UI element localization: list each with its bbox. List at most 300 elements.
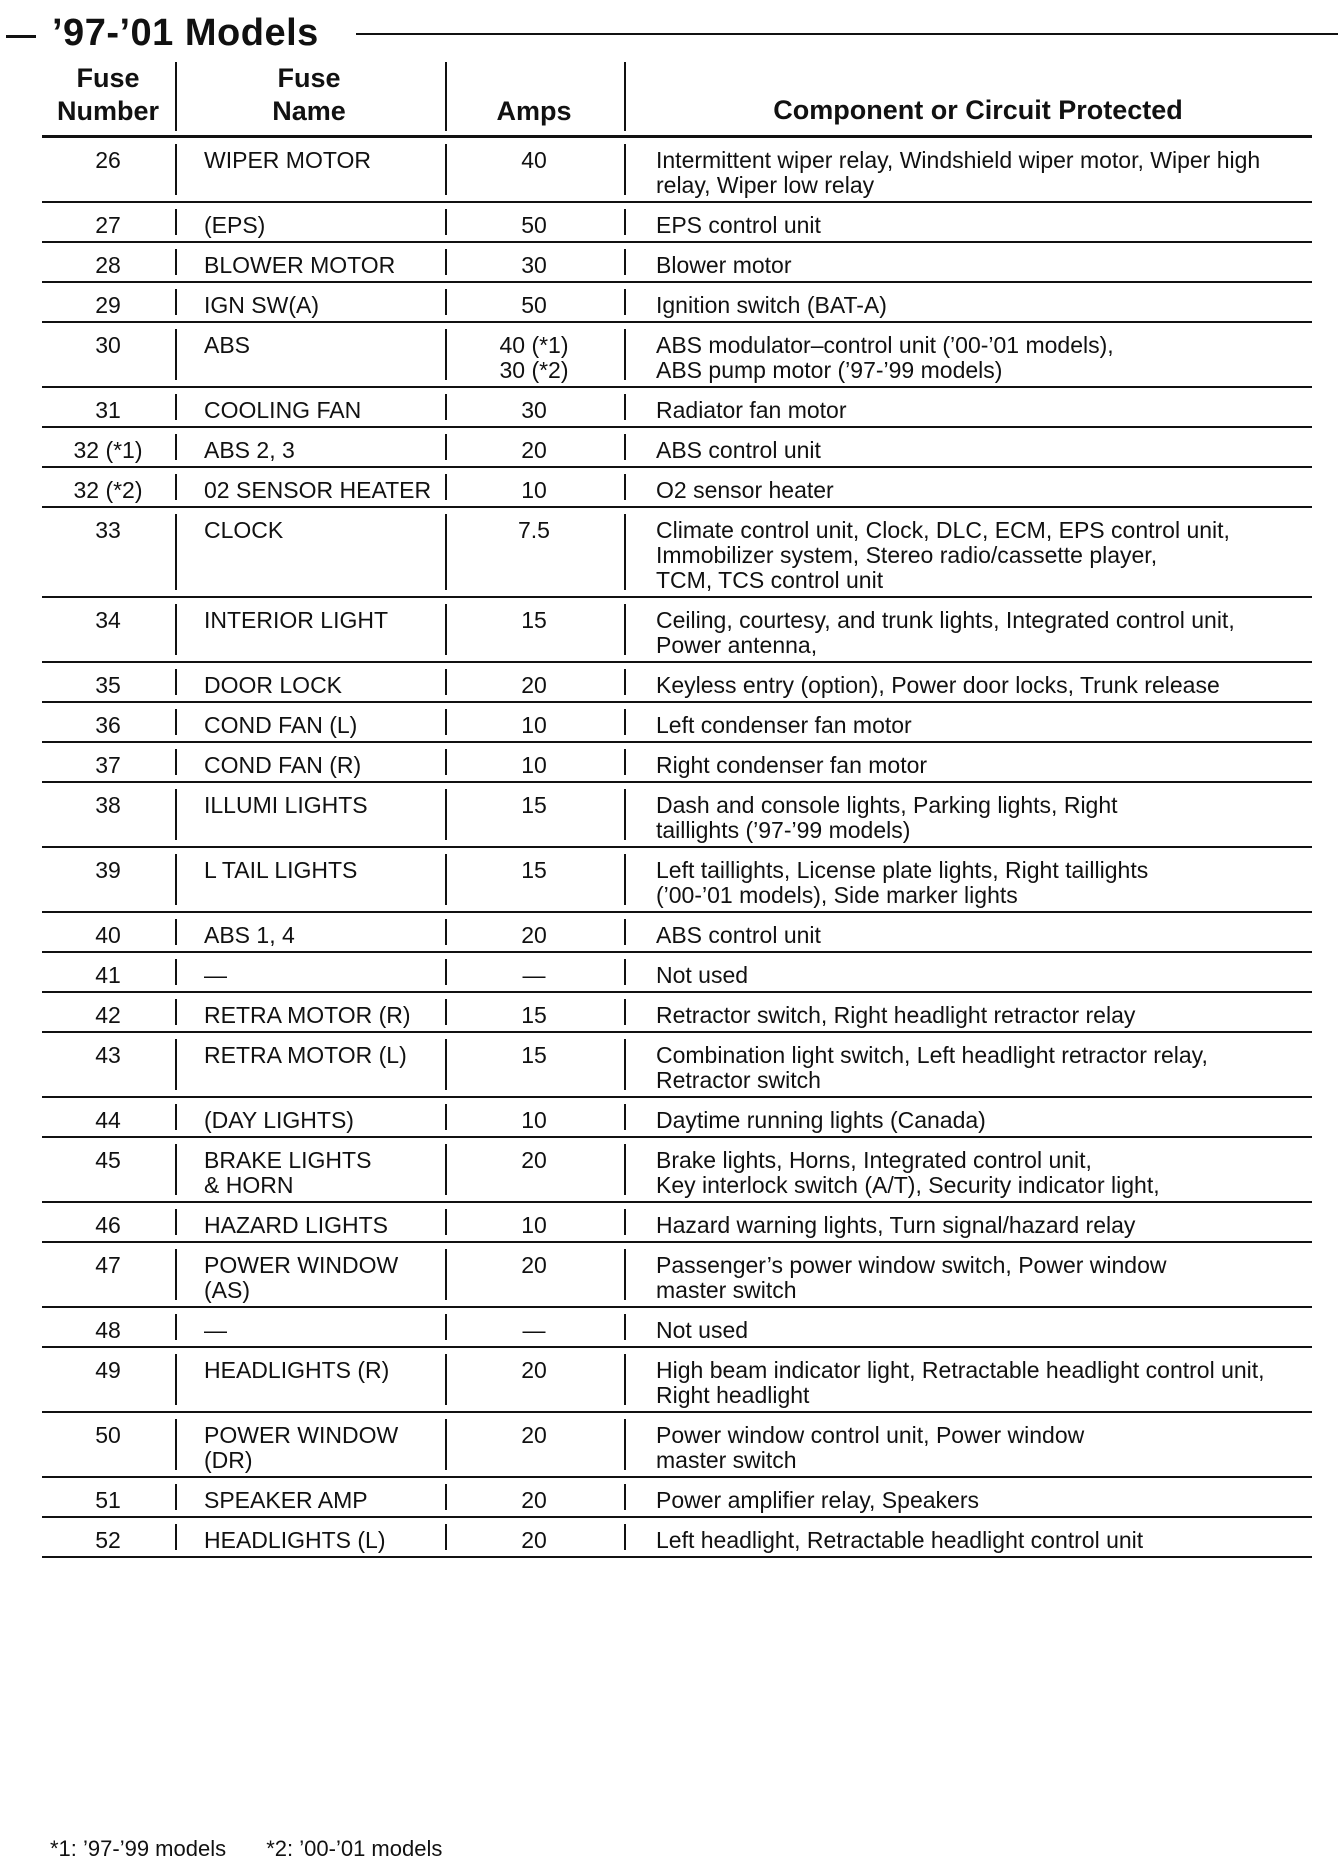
column-divider: [445, 709, 447, 735]
component-cell-line: relay, Wiper low relay: [656, 172, 875, 198]
amps-cell-line: 10: [521, 712, 547, 738]
component-cell-line: master switch: [656, 1277, 797, 1303]
component-cell-line: Radiator fan motor: [656, 397, 847, 423]
component-cell: [624, 1098, 1312, 1136]
component-cell-line: Power window control unit, Power window: [656, 1422, 1085, 1448]
column-divider: [445, 1104, 447, 1130]
amps-cell-line: 20: [521, 1252, 547, 1278]
component-cell-line: Immobilizer system, Stereo radio/cassette player,: [656, 542, 1158, 568]
table-row: [42, 1308, 1312, 1348]
component-cell: [624, 848, 1312, 911]
component-cell: [624, 743, 1312, 781]
fuse-name-cell: [174, 663, 444, 701]
column-divider: [445, 1249, 447, 1300]
amps-cell-line: 20: [521, 672, 547, 698]
component-cell-line: O2 sensor heater: [656, 477, 834, 503]
amps-cell: [444, 468, 624, 506]
column-divider: [175, 144, 177, 195]
component-cell-line: Ceiling, courtesy, and trunk lights, Integrated control unit,: [656, 607, 1235, 633]
column-divider: [175, 434, 177, 460]
section-header: [0, 8, 1344, 58]
amps-cell-line: 10: [521, 752, 547, 778]
column-divider: [445, 62, 447, 131]
component-cell-line: Retractor switch: [656, 1067, 821, 1093]
component-cell-line: Power amplifier relay, Speakers: [656, 1487, 979, 1513]
column-divider: [175, 1039, 177, 1090]
column-divider: [445, 1314, 447, 1340]
column-divider: [445, 749, 447, 775]
fuse-name-cell-line: ILLUMI LIGHTS: [204, 792, 368, 818]
fuse-name-cell-line: COND FAN (L): [204, 712, 358, 738]
component-cell: [624, 283, 1312, 321]
amps-cell-line: 20: [521, 922, 547, 948]
component-cell-line: Left taillights, License plate lights, Right taillights: [656, 857, 1149, 883]
fuse-name-cell: [174, 1033, 444, 1096]
fuse-number-cell: 39: [95, 857, 121, 883]
component-cell: [624, 703, 1312, 741]
column-divider: [175, 604, 177, 655]
column-divider: [445, 289, 447, 315]
component-cell-line: Brake lights, Horns, Integrated control unit,: [656, 1147, 1092, 1173]
amps-cell: [444, 1308, 624, 1346]
column-divider: [175, 209, 177, 235]
column-divider: [445, 1209, 447, 1235]
column-divider: [175, 329, 177, 380]
amps-cell-line: 30 (*2): [499, 357, 569, 383]
column-divider: [175, 1104, 177, 1130]
amps-cell: [444, 783, 624, 846]
fuse-name-cell-line: ABS 2, 3: [204, 437, 295, 463]
component-cell: [624, 468, 1312, 506]
fuse-number-cell: 29: [95, 292, 121, 318]
amps-cell-line: 10: [521, 1107, 547, 1133]
column-divider: [624, 289, 626, 315]
table-row: [42, 1138, 1312, 1203]
amps-cell: [444, 953, 624, 991]
fuse-name-cell: [174, 913, 444, 951]
fuse-name-cell-line: SPEAKER AMP: [204, 1487, 368, 1513]
component-cell-line: Climate control unit, Clock, DLC, ECM, EPS control unit,: [656, 517, 1230, 543]
column-divider: [624, 1209, 626, 1235]
amps-cell: [444, 243, 624, 281]
component-cell: [624, 953, 1312, 991]
column-divider: [445, 434, 447, 460]
column-divider: [175, 1249, 177, 1300]
amps-cell-line: 15: [521, 1002, 547, 1028]
column-divider: [445, 514, 447, 590]
fuse-name-cell-line: —: [204, 1317, 227, 1343]
component-cell-line: Left headlight, Retractable headlight control unit: [656, 1527, 1144, 1553]
fuse-name-cell-line: INTERIOR LIGHT: [204, 607, 389, 633]
header-fuse-name: [174, 58, 444, 135]
component-cell-line: EPS control unit: [656, 212, 821, 238]
fuse-name-cell: [174, 1243, 444, 1306]
amps-cell-line: 7.5: [518, 517, 550, 543]
column-divider: [175, 474, 177, 500]
column-divider: [445, 1524, 447, 1550]
column-divider: [445, 329, 447, 380]
column-divider: [175, 1524, 177, 1550]
fuse-name-cell: [174, 468, 444, 506]
component-cell: [624, 1518, 1312, 1556]
component-cell: [624, 138, 1312, 201]
amps-cell-line: 40: [521, 147, 547, 173]
component-cell-line: Right headlight: [656, 1382, 810, 1408]
table-row: [42, 1098, 1312, 1138]
fuse-number-cell: 46: [95, 1212, 121, 1238]
column-divider: [445, 209, 447, 235]
column-divider: [175, 514, 177, 590]
fuse-number-cell: 49: [95, 1357, 121, 1383]
component-cell-line: Retractor switch, Right headlight retractor relay: [656, 1002, 1136, 1028]
fuse-number-cell: 27: [95, 212, 121, 238]
column-divider: [624, 1524, 626, 1550]
fuse-number-cell: 44: [95, 1107, 121, 1133]
fuse-name-cell: [174, 993, 444, 1031]
amps-cell-line: 20: [521, 1357, 547, 1383]
table-row: [42, 953, 1312, 993]
amps-cell: [444, 138, 624, 201]
column-divider: [175, 854, 177, 905]
amps-cell: [444, 1098, 624, 1136]
table-row: [42, 1413, 1312, 1478]
fuse-name-cell: [174, 1138, 444, 1201]
amps-cell: [444, 598, 624, 661]
amps-cell-line: 15: [521, 857, 547, 883]
fuse-name-cell-line: —: [204, 962, 227, 988]
column-divider: [175, 1419, 177, 1470]
fuse-name-cell-line: POWER WINDOW: [204, 1422, 399, 1448]
fuse-number-cell: 37: [95, 752, 121, 778]
fuse-name-cell-line: POWER WINDOW: [204, 1252, 399, 1278]
column-divider: [624, 1249, 626, 1300]
fuse-name-cell: [174, 138, 444, 201]
fuse-number-cell: 50: [95, 1422, 121, 1448]
amps-cell: [444, 703, 624, 741]
table-row: [42, 703, 1312, 743]
fuse-name-cell-line: & HORN: [204, 1172, 294, 1198]
column-divider: [624, 144, 626, 195]
fuse-name-cell: [174, 323, 444, 386]
fuse-number-cell: 52: [95, 1527, 121, 1553]
header-fuse-number: [42, 58, 174, 135]
amps-cell-line: 50: [521, 292, 547, 318]
component-cell-line: ABS control unit: [656, 922, 821, 948]
table-row: [42, 388, 1312, 428]
component-cell-line: Keyless entry (option), Power door locks, Trunk release: [656, 672, 1220, 698]
table-row: [42, 1203, 1312, 1243]
amps-cell-line: 15: [521, 1042, 547, 1068]
column-divider: [624, 854, 626, 905]
amps-cell-line: 20: [521, 1147, 547, 1173]
component-cell: [624, 508, 1312, 596]
column-divider: [624, 789, 626, 840]
component-cell-line: Dash and console lights, Parking lights, Right: [656, 792, 1118, 818]
component-cell-line: Right condenser fan motor: [656, 752, 928, 778]
fuse-name-cell-line: ABS 1, 4: [204, 922, 295, 948]
amps-cell: [444, 1243, 624, 1306]
fuse-number-cell: 51: [95, 1487, 121, 1513]
amps-cell: [444, 1138, 624, 1201]
column-divider: [624, 209, 626, 235]
amps-cell: [444, 508, 624, 596]
fuse-name-cell-line: HEADLIGHTS (R): [204, 1357, 390, 1383]
fuse-name-cell-line: L TAIL LIGHTS: [204, 857, 358, 883]
component-cell-line: Combination light switch, Left headlight retractor relay,: [656, 1042, 1208, 1068]
column-divider: [624, 1419, 626, 1470]
column-divider: [624, 1484, 626, 1510]
fuse-name-cell: [174, 1203, 444, 1241]
fuse-number-cell: 43: [95, 1042, 121, 1068]
fuse-number-cell: 30: [95, 332, 121, 358]
table-row: [42, 913, 1312, 953]
fuse-name-cell-line: WIPER MOTOR: [204, 147, 371, 173]
component-cell-line: (’00-’01 models), Side marker lights: [656, 882, 1018, 908]
table-row: [42, 468, 1312, 508]
table-row: [42, 323, 1312, 388]
footnotes: [50, 1836, 442, 1862]
column-divider: [624, 394, 626, 420]
component-cell: [624, 243, 1312, 281]
column-divider: [175, 1484, 177, 1510]
fuse-name-cell: [174, 1413, 444, 1476]
footnote-1: *1: ’97-’99 models: [50, 1836, 227, 1861]
column-divider: [175, 1354, 177, 1405]
fuse-number-cell: 33: [95, 517, 121, 543]
amps-cell-line: 20: [521, 1487, 547, 1513]
amps-cell: [444, 1478, 624, 1516]
table-row: [42, 428, 1312, 468]
column-divider: [624, 709, 626, 735]
column-divider: [445, 1144, 447, 1195]
fuse-name-cell-line: (DAY LIGHTS): [204, 1107, 354, 1133]
amps-cell: [444, 743, 624, 781]
fuse-name-cell-line: ABS: [204, 332, 251, 358]
component-cell: [624, 388, 1312, 426]
table-row: [42, 508, 1312, 598]
fuse-name-cell-line: BLOWER MOTOR: [204, 252, 396, 278]
amps-cell: [444, 1348, 624, 1411]
amps-cell: [444, 1033, 624, 1096]
component-cell-line: Daytime running lights (Canada): [656, 1107, 986, 1133]
header-fuse-name-line: Name: [272, 96, 346, 126]
component-cell-line: TCM, TCS control unit: [656, 567, 884, 593]
component-cell-line: Blower motor: [656, 252, 792, 278]
fuse-name-cell: [174, 428, 444, 466]
fuse-name-cell-line: CLOCK: [204, 517, 284, 543]
column-divider: [175, 669, 177, 695]
fuse-name-cell: [174, 1348, 444, 1411]
amps-cell: [444, 1518, 624, 1556]
amps-cell-line: 10: [521, 477, 547, 503]
column-divider: [445, 919, 447, 945]
column-divider: [175, 394, 177, 420]
component-cell: [624, 1033, 1312, 1096]
fuse-number-cell: 45: [95, 1147, 121, 1173]
component-cell-line: ABS modulator–control unit (’00-’01 models),: [656, 332, 1114, 358]
table-row: [42, 243, 1312, 283]
header-fuse-name-line: Fuse: [277, 63, 341, 93]
footnote-2: *2: ’00-’01 models: [266, 1836, 443, 1861]
fuse-name-cell: [174, 783, 444, 846]
fuse-name-cell: [174, 1518, 444, 1556]
amps-cell: [444, 1413, 624, 1476]
fuse-number-cell: 40: [95, 922, 121, 948]
header-fuse-number-line: Fuse: [76, 63, 140, 93]
component-cell: [624, 1308, 1312, 1346]
column-divider: [624, 749, 626, 775]
column-divider: [445, 144, 447, 195]
fuse-number-cell: 38: [95, 792, 121, 818]
column-divider: [624, 62, 626, 131]
column-divider: [624, 1354, 626, 1405]
table-row: [42, 743, 1312, 783]
component-cell: [624, 1138, 1312, 1201]
fuse-number-cell: 26: [95, 147, 121, 173]
fuse-name-cell-line: COND FAN (R): [204, 752, 362, 778]
fuse-name-cell: [174, 283, 444, 321]
fuse-name-cell: [174, 953, 444, 991]
table-row: [42, 663, 1312, 703]
column-divider: [175, 959, 177, 985]
fuse-name-cell-line: DOOR LOCK: [204, 672, 343, 698]
fuse-number-cell: 31: [95, 397, 121, 423]
component-cell-line: Intermittent wiper relay, Windshield wiper motor, Wiper high: [656, 147, 1261, 173]
fuse-name-cell-line: (EPS): [204, 212, 266, 238]
fuse-number-cell: 34: [95, 607, 121, 633]
column-divider: [624, 1314, 626, 1340]
amps-cell-line: 15: [521, 792, 547, 818]
component-cell: [624, 1348, 1312, 1411]
column-divider: [445, 1039, 447, 1090]
component-cell: [624, 1243, 1312, 1306]
fuse-name-cell-line: COOLING FAN: [204, 397, 362, 423]
component-cell: [624, 323, 1312, 386]
column-divider: [175, 249, 177, 275]
column-divider: [445, 249, 447, 275]
component-cell: [624, 1203, 1312, 1241]
column-divider: [624, 474, 626, 500]
column-divider: [445, 1419, 447, 1470]
fuse-name-cell-line: (DR): [204, 1447, 253, 1473]
fuse-name-cell: [174, 388, 444, 426]
title-dash: [6, 35, 36, 38]
component-cell: [624, 913, 1312, 951]
amps-cell-line: 30: [521, 397, 547, 423]
column-divider: [175, 789, 177, 840]
component-cell: [624, 993, 1312, 1031]
fuse-name-cell-line: BRAKE LIGHTS: [204, 1147, 372, 1173]
fuse-name-cell-line: HAZARD LIGHTS: [204, 1212, 389, 1238]
column-divider: [624, 604, 626, 655]
amps-cell: [444, 663, 624, 701]
column-divider: [624, 669, 626, 695]
fuse-number-cell: 36: [95, 712, 121, 738]
component-cell-line: Left condenser fan motor: [656, 712, 912, 738]
fuse-name-cell: [174, 703, 444, 741]
header-fuse-number-line: Number: [56, 96, 159, 126]
component-cell-line: Hazard warning lights, Turn signal/hazard relay: [656, 1212, 1136, 1238]
fuse-name-cell: [174, 848, 444, 911]
component-cell-line: High beam indicator light, Retractable headlight control unit,: [656, 1357, 1265, 1383]
component-cell-line: master switch: [656, 1447, 797, 1473]
amps-cell: [444, 1203, 624, 1241]
fuse-number-cell: 32 (*1): [73, 437, 143, 463]
column-divider: [624, 999, 626, 1025]
table-row: [42, 283, 1312, 323]
fuse-name-cell-line: HEADLIGHTS (L): [204, 1527, 386, 1553]
column-divider: [624, 329, 626, 380]
fuse-number-cell: 48: [95, 1317, 121, 1343]
column-divider: [445, 604, 447, 655]
table-row: [42, 783, 1312, 848]
fuse-name-cell-line: 02 SENSOR HEATER: [204, 477, 432, 503]
table-row: [42, 598, 1312, 663]
column-divider: [624, 1039, 626, 1090]
header-component: Component or Circuit Protected: [773, 95, 1183, 125]
component-cell-line: Ignition switch (BAT-A): [656, 292, 887, 318]
column-divider: [445, 959, 447, 985]
amps-cell-line: 50: [521, 212, 547, 238]
table-row: [42, 993, 1312, 1033]
amps-cell: [444, 428, 624, 466]
component-cell-line: taillights (’97-’99 models): [656, 817, 911, 843]
header-amps: Amps: [496, 96, 572, 126]
amps-cell: [444, 283, 624, 321]
table-row: [42, 138, 1312, 203]
amps-cell-line: 30: [521, 252, 547, 278]
fuse-number-cell: 42: [95, 1002, 121, 1028]
fuse-name-cell: [174, 743, 444, 781]
table-row: [42, 1478, 1312, 1518]
amps-cell-line: —: [522, 1317, 546, 1343]
component-cell-line: Passenger’s power window switch, Power window: [656, 1252, 1167, 1278]
amps-cell: [444, 388, 624, 426]
amps-cell-line: 10: [521, 1212, 547, 1238]
amps-cell: [444, 848, 624, 911]
component-cell-line: Power antenna,: [656, 632, 818, 658]
column-divider: [445, 1354, 447, 1405]
fuse-name-cell: [174, 203, 444, 241]
column-divider: [175, 999, 177, 1025]
fuse-name-cell: [174, 1478, 444, 1516]
amps-cell: [444, 323, 624, 386]
component-cell-line: ABS pump motor (’97-’99 models): [656, 357, 1003, 383]
component-cell-line: ABS control unit: [656, 437, 821, 463]
amps-cell: [444, 913, 624, 951]
component-cell-line: Not used: [656, 1317, 749, 1343]
fuse-number-cell: 28: [95, 252, 121, 278]
amps-cell-line: 20: [521, 1422, 547, 1448]
column-divider: [624, 1104, 626, 1130]
column-divider: [624, 249, 626, 275]
amps-cell-line: 20: [521, 437, 547, 463]
column-divider: [175, 749, 177, 775]
column-divider: [175, 62, 177, 131]
fuse-number-cell: 35: [95, 672, 121, 698]
column-divider: [175, 289, 177, 315]
column-divider: [445, 999, 447, 1025]
column-divider: [445, 669, 447, 695]
column-divider: [445, 474, 447, 500]
amps-cell-line: —: [522, 962, 546, 988]
fuse-name-cell-line: IGN SW(A): [204, 292, 319, 318]
table-row: [42, 1518, 1312, 1558]
column-divider: [175, 1209, 177, 1235]
column-divider: [624, 1144, 626, 1195]
fuse-name-cell: [174, 508, 444, 596]
component-cell-line: Key interlock switch (A/T), Security indicator light,: [656, 1172, 1160, 1198]
